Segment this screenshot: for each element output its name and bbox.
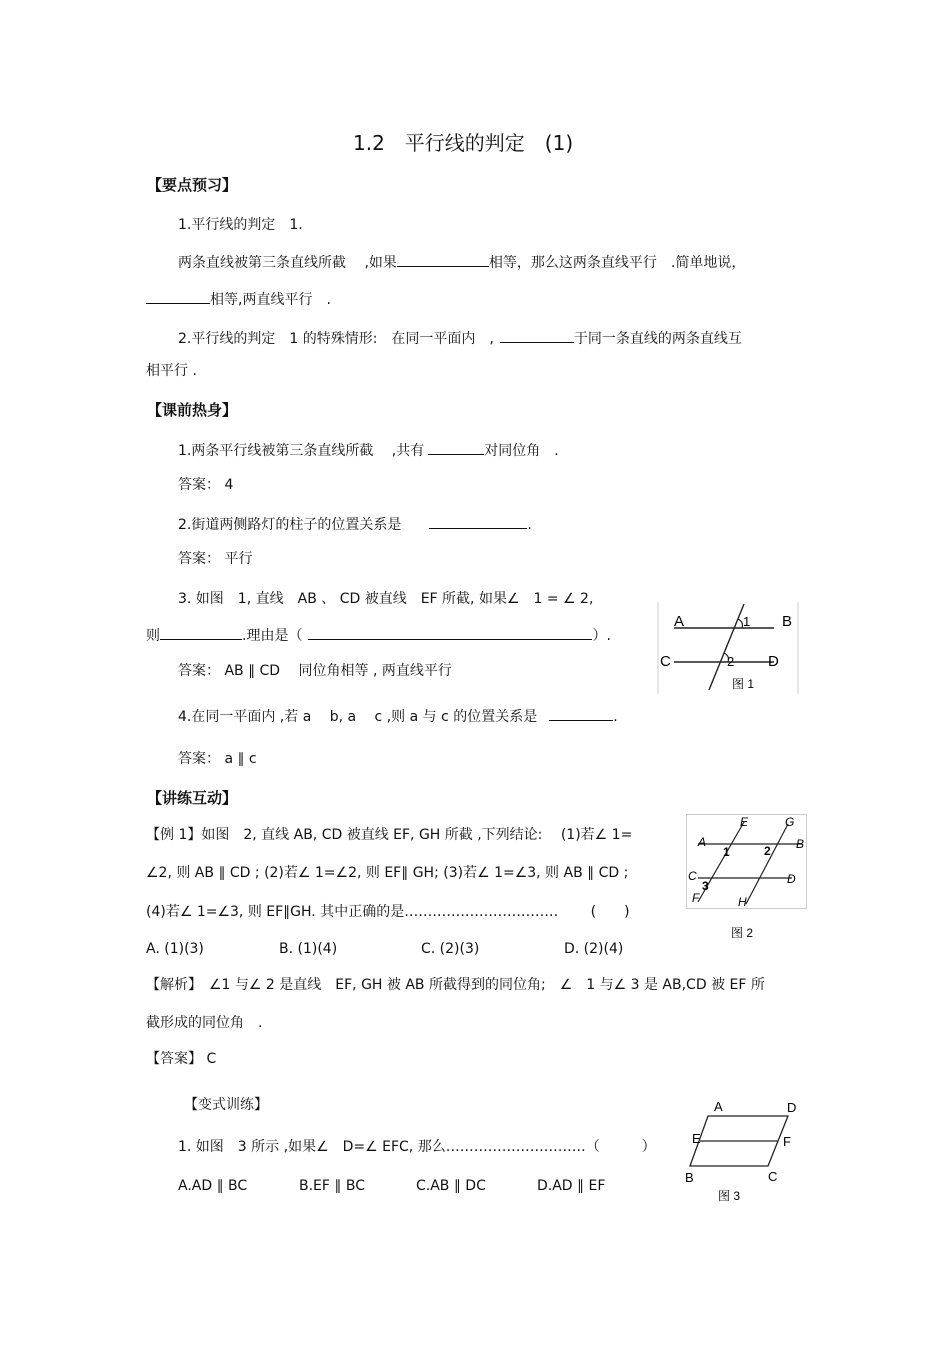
label-b: B [796, 837, 805, 851]
angle-1-arc [738, 619, 743, 628]
text: 两条直线被第三条直线所截 ,如果 [178, 255, 397, 271]
answer-blank[interactable] [500, 328, 574, 343]
example-option-b[interactable]: B. (1)(4) [279, 941, 338, 957]
figure-2-caption: 图 2 [731, 926, 754, 940]
text: 则 [146, 628, 160, 644]
label-h: H [738, 895, 747, 909]
label-f: F [692, 891, 700, 905]
example-line2: ∠2, 则 AB ∥ CD ; (2)若∠ 1=∠2, 则 EF∥ GH; (3)若∠ 1=∠3, 则 AB ∥ CD ; [146, 865, 629, 881]
variant-option-d[interactable]: D.AD ∥ EF [537, 1178, 606, 1194]
warmup-a2: 答案： 平行 [178, 551, 253, 567]
label-d: D [768, 653, 779, 670]
label-c: C [688, 869, 697, 883]
label-a: A [714, 1099, 723, 1114]
label-angle-3: 3 [702, 879, 709, 893]
variant-option-c[interactable]: C.AB ∥ DC [416, 1178, 486, 1194]
example-option-d[interactable]: D. (2)(4) [564, 941, 624, 957]
warmup-q2 [178, 514, 532, 534]
line-gh [746, 824, 788, 904]
preview-p1-line2 [146, 289, 331, 309]
label-angle-1: 1 [723, 845, 730, 859]
figure-2 [686, 814, 810, 940]
label-angle-1: 1 [743, 614, 751, 629]
label-a: A [674, 613, 685, 630]
warmup-q4 [178, 706, 618, 726]
label-b: B [685, 1170, 694, 1185]
answer-blank[interactable] [308, 625, 592, 640]
answer-blank[interactable] [428, 440, 484, 455]
text: 4.在同一平面内 ,若 a b, a c ,则 a 与 c 的位置关系是 [178, 709, 538, 725]
variant-heading: 【变式训练】 [184, 1097, 268, 1113]
example-answer: 【答案】 C [146, 1051, 217, 1067]
figure-3 [684, 1096, 804, 1206]
preview-p1-head: 1.平行线的判定 1. [178, 217, 303, 233]
page-title: 1.2 平行线的判定 (1) [353, 131, 574, 155]
variant-option-a[interactable]: A.AD ∥ BC [178, 1178, 248, 1194]
label-c: C [768, 1169, 778, 1184]
label-angle-2: 2 [764, 844, 771, 858]
label-angle-2: 2 [727, 654, 735, 669]
preview-p2-line2: 相平行 . [146, 363, 197, 379]
figure-3-caption: 图 3 [718, 1189, 741, 1203]
label-c: C [660, 653, 671, 670]
warmup-a1: 答案： 4 [178, 477, 234, 493]
section-heading-warmup: 【课前热身】 [147, 401, 238, 419]
warmup-a4: 答案： a ∥ c [178, 751, 257, 767]
example-line3: (4)若∠ 1=∠3, 则 EF∥GH. 其中正确的是…………………………… ( ) [146, 904, 630, 920]
variant-option-b[interactable]: B.EF ∥ BC [299, 1178, 365, 1194]
label-d: D [787, 872, 796, 886]
text: 对同位角 . [484, 443, 559, 459]
label-e: E [740, 815, 749, 829]
answer-blank[interactable] [160, 625, 242, 640]
label-a: A [698, 835, 707, 849]
example-analysis-line1: 【解析】 ∠1 与∠ 2 是直线 EF, GH 被 AB 所截得到的同位角; ∠ 1 与∠ 3 是 AB,CD 被 EF 所 [146, 977, 765, 993]
label-e: E [692, 1131, 701, 1146]
text: 2.街道两侧路灯的柱子的位置关系是 [178, 517, 402, 533]
text: 相等，那么这两条直线平行 .简单地说， [488, 255, 746, 271]
text: 1.两条平行线被第三条直线所截 ,共有 [178, 443, 425, 459]
section-heading-interact: 【讲练互动】 [147, 789, 238, 807]
label-b: B [782, 613, 793, 630]
text: ）. [592, 628, 611, 644]
text: . [613, 709, 618, 725]
text: .理由是（ [242, 628, 303, 644]
label-d: D [787, 1100, 797, 1115]
example-line1: 【例 1】如图 2, 直线 AB, CD 被直线 EF, GH 所截 ,下列结论: (1)若∠ 1= [146, 827, 633, 843]
answer-blank[interactable] [146, 289, 210, 304]
variant-q1: 1. 如图 3 所示 ,如果∠ D=∠ EFC, 那么…………………………（ ） [178, 1139, 656, 1155]
text: 于同一条直线的两条直线互 [573, 331, 742, 347]
warmup-q3-line1: 3. 如图 1, 直线 AB 、 CD 被直线 EF 所截, 如果∠ 1 = ∠ 2, [178, 591, 594, 607]
section-heading-preview: 【要点预习】 [147, 176, 238, 194]
figure-1-caption: 图 1 [732, 677, 755, 691]
preview-p1-line1 [178, 252, 745, 272]
label-g: G [785, 815, 795, 829]
example-analysis-line2: 截形成的同位角 . [146, 1015, 263, 1031]
text: 2.平行线的判定 1 的特殊情形: 在同一平面内 , [178, 331, 494, 347]
warmup-q1 [178, 440, 559, 460]
preview-p2-line1 [178, 328, 742, 348]
warmup-q3-line2 [146, 625, 611, 645]
example-option-c[interactable]: C. (2)(3) [421, 941, 480, 957]
text: . [527, 517, 532, 533]
answer-blank[interactable] [549, 706, 613, 721]
example-option-a[interactable]: A. (1)(3) [146, 941, 204, 957]
label-f: F [783, 1134, 791, 1149]
answer-blank[interactable] [429, 514, 527, 529]
figure-1 [656, 602, 802, 694]
answer-blank[interactable] [397, 252, 489, 267]
warmup-a3: 答案： AB ∥ CD 同位角相等 , 两直线平行 [178, 663, 452, 679]
text: 相等,两直线平行 . [210, 292, 331, 308]
